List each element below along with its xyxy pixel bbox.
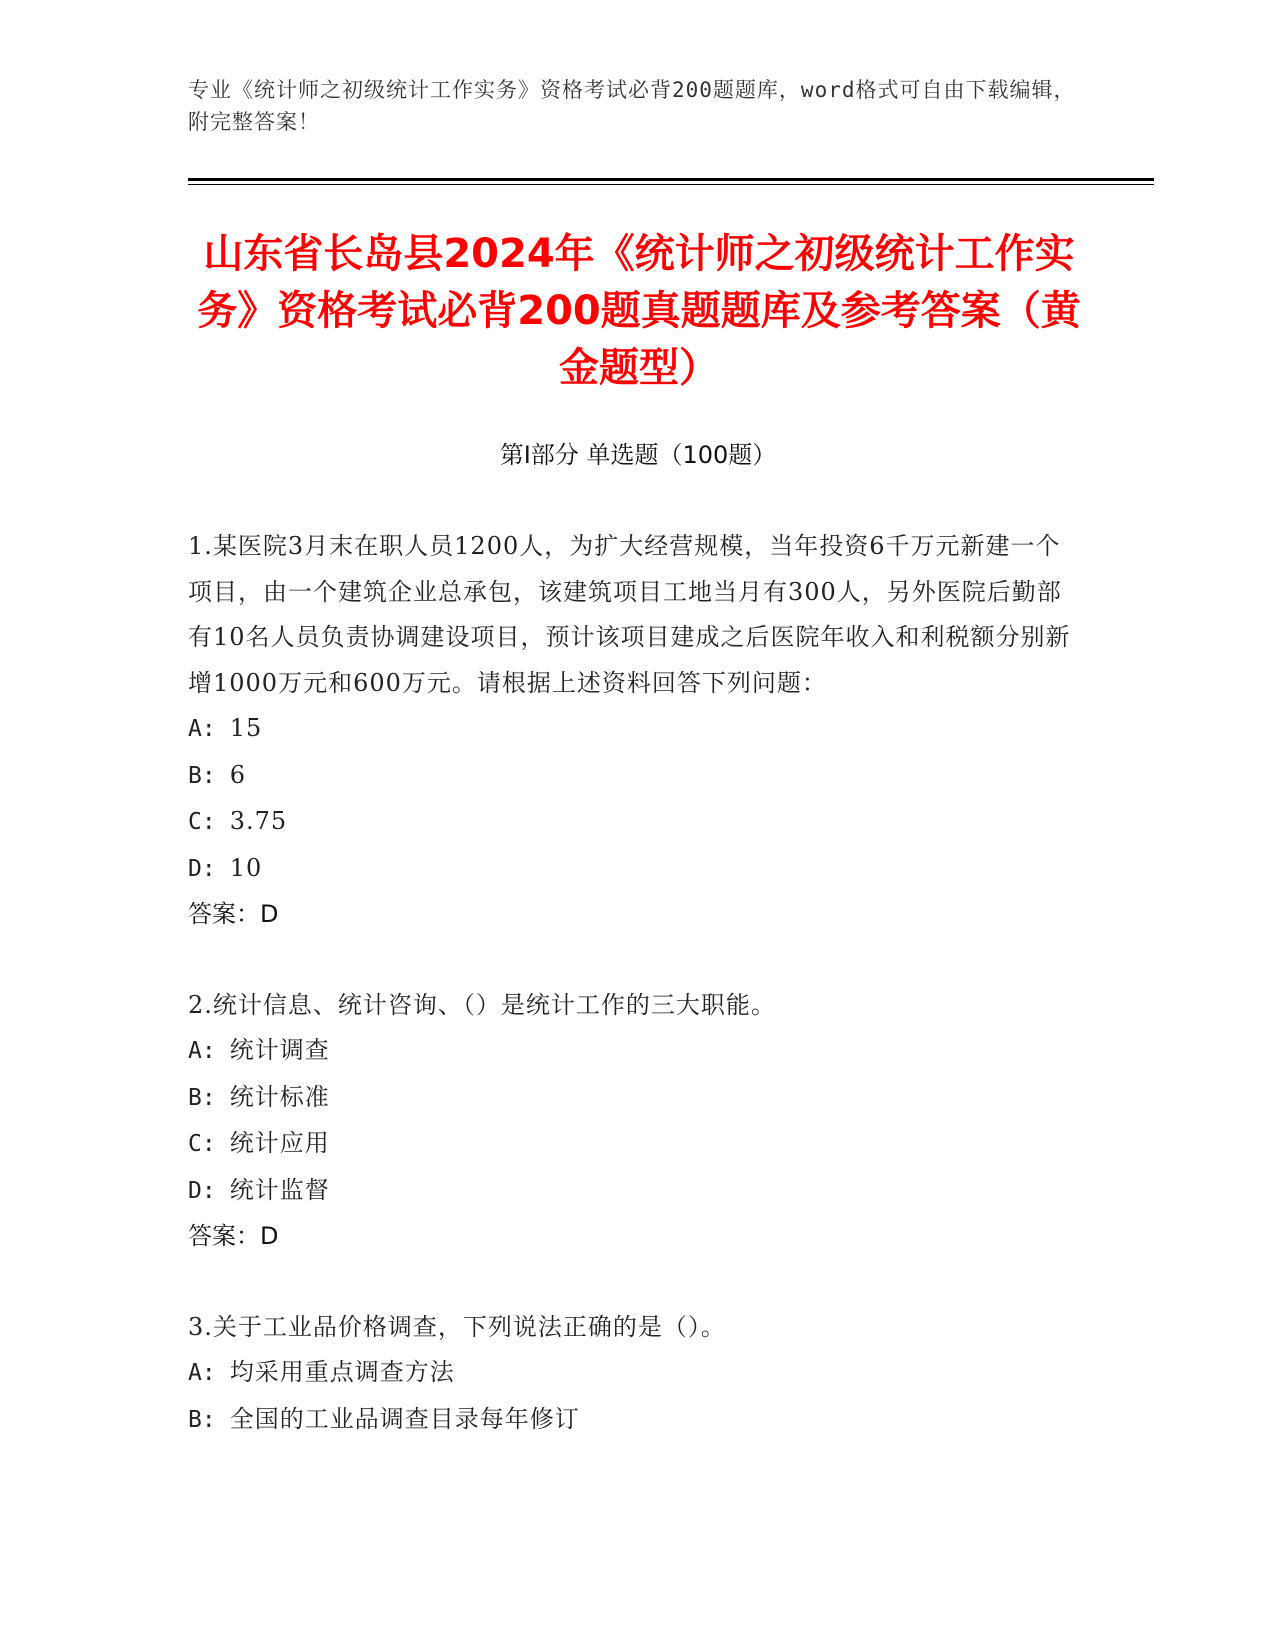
question-spacer xyxy=(188,1260,1078,1305)
answer-line: 答案：D xyxy=(188,900,279,928)
header-rule-thin xyxy=(188,184,1154,185)
option-label: D: xyxy=(188,855,216,882)
option-text: 6 xyxy=(229,760,246,789)
question-spacer xyxy=(188,938,1078,983)
option-d xyxy=(188,1168,1078,1215)
option-a xyxy=(188,1028,1078,1075)
option-text: 统计调查 xyxy=(229,1036,330,1064)
option-label: B: xyxy=(188,1084,216,1111)
option-text: 3.75 xyxy=(229,807,288,835)
option-b xyxy=(188,753,1078,800)
option-a xyxy=(188,1350,1078,1397)
option-label: A: xyxy=(188,1360,216,1386)
question-stem: 2.统计信息、统计咨询、（）是统计工作的三大职能。 xyxy=(188,990,776,1019)
option-b xyxy=(188,1075,1078,1122)
section-heading: 第Ⅰ部分 单选题（100题） xyxy=(499,441,777,469)
question-1 xyxy=(188,524,1078,938)
option-label: D: xyxy=(188,1177,216,1204)
option-text: 全国的工业品调查目录每年修订 xyxy=(229,1404,580,1433)
option-text: 15 xyxy=(229,714,263,742)
question-2 xyxy=(188,983,1078,1260)
header-note: 专业《统计师之初级统计工作实务》资格考试必背200题题库，word格式可自由下载编辑，附完整答案！ xyxy=(188,78,1076,134)
option-text: 均采用重点调查方法 xyxy=(229,1358,455,1386)
option-label: B: xyxy=(188,762,216,789)
option-text: 统计标准 xyxy=(229,1082,330,1111)
question-list xyxy=(188,524,1078,1443)
option-c xyxy=(188,1121,1078,1168)
option-label: A: xyxy=(188,1038,216,1064)
question-stem: 1.某医院3月末在职人员1200人，为扩大经营规模，当年投资6千万元新建一个项目，由一个建筑企业总承包，该建筑项目工地当月有300人，另外医院后勤部有10名人员负责协调建设项目，预计该项目建成之后医院年收入和利税额分别新增1000万元和600万元。请根据上述资料回答下列问题： xyxy=(188,532,1071,697)
option-text: 统计应用 xyxy=(229,1129,330,1157)
option-a xyxy=(188,706,1078,753)
answer-line: 答案：D xyxy=(188,1222,279,1250)
option-d xyxy=(188,846,1078,893)
option-label: B: xyxy=(188,1406,216,1433)
question-stem: 3.关于工业品价格调查，下列说法正确的是（）。 xyxy=(188,1312,726,1341)
document-title: 山东省长岛县2024年《统计师之初级统计工作实务》资格考试必背200题真题题库及参考答案（黄金题型） xyxy=(197,231,1081,391)
option-text: 10 xyxy=(229,853,263,882)
question-3 xyxy=(188,1305,1078,1444)
option-label: C: xyxy=(188,1131,216,1157)
option-text: 统计监督 xyxy=(229,1175,330,1204)
option-b xyxy=(188,1397,1078,1444)
header-rule-thick xyxy=(188,178,1154,181)
option-label: A: xyxy=(188,716,216,742)
option-label: C: xyxy=(188,809,216,835)
option-c xyxy=(188,799,1078,846)
